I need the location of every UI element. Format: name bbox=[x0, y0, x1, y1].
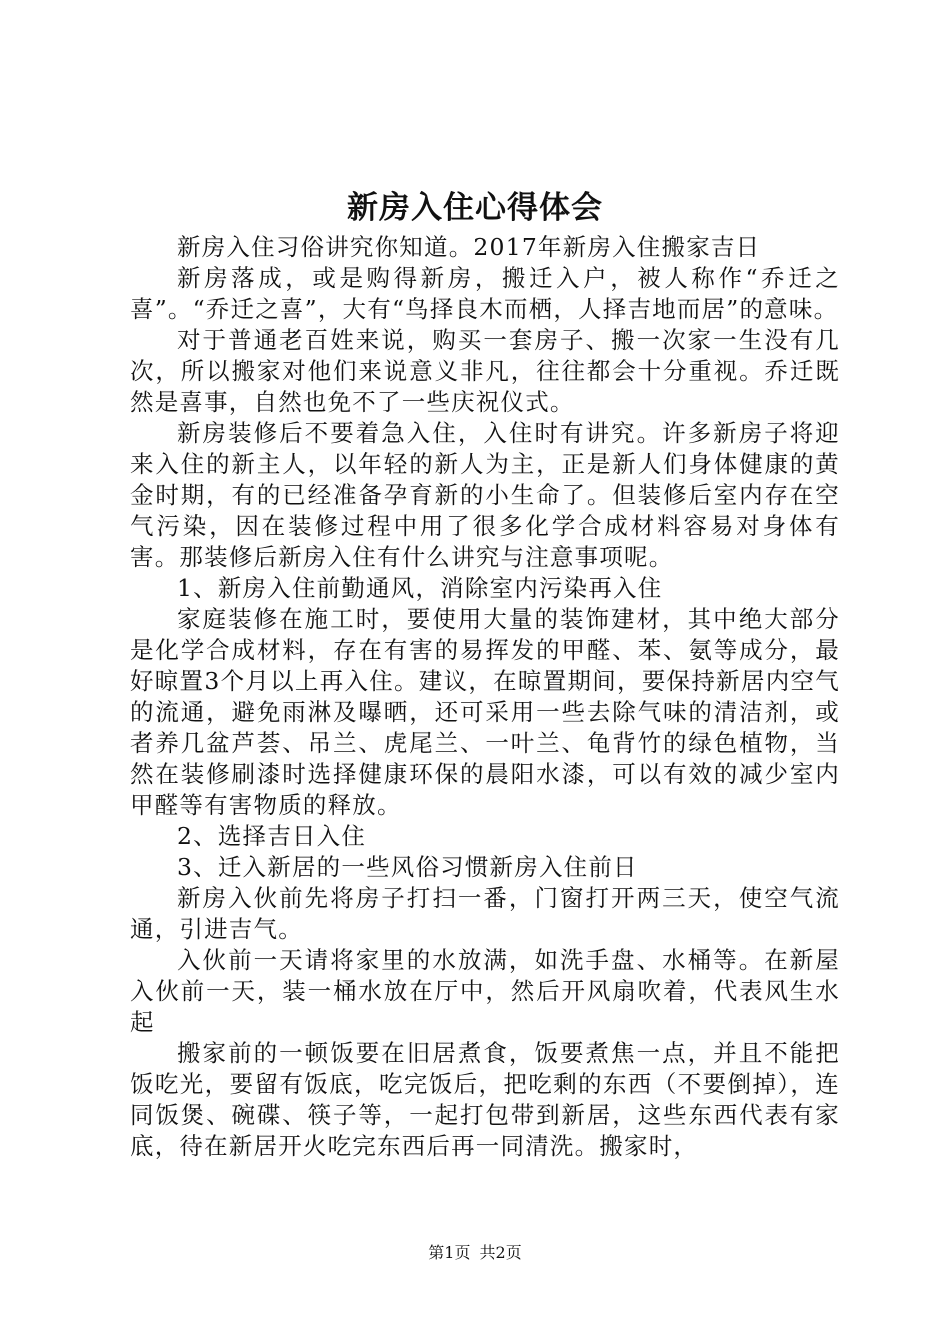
page-total: 共2页 bbox=[479, 1243, 522, 1262]
paragraph-ventilation: 家庭装修在施工时，要使用大量的装饰建材，其中绝大部分是化学合成材料，存在有害的易挥发的甲醛、苯、氨等成分，最好晾置3个月以上再入住。建议，在晾置期间，要保持新居内空气的流通，避免雨淋及曝晒，还可采用一些去除气味的清洁剂，或者养几盆芦荟、吊兰、虎尾兰、一叶兰、龟背竹的绿色植物，当然在装修刷漆时选择健康环保的晨阳水漆，可以有效的减少室内甲醛等有害物质的释放。 bbox=[130, 605, 840, 819]
page-footer bbox=[0, 1242, 950, 1264]
paragraph-qiaoqian: 新房落成，或是购得新房，搬迁入户，被人称作“乔迁之喜”。“乔迁之喜”，大有“鸟择良木而栖，人择吉地而居”的意味。 bbox=[130, 264, 840, 323]
document-body bbox=[130, 232, 840, 1162]
page-number: 第1页 bbox=[428, 1243, 471, 1262]
section-heading-ventilation: 1、新房入住前勤通风，消除室内污染再入住 bbox=[177, 574, 663, 602]
paragraph-renovation: 新房装修后不要着急入住，入住时有讲究。许多新房子将迎来入住的新主人，以年轻的新人为主，正是新人们身体健康的黄金时期，有的已经准备孕育新的小生命了。但装修后室内存在空气污染，因在装修过程中用了很多化学合成材料容易对身体有害。那装修后新房入住有什么讲究与注意事项呢。 bbox=[130, 419, 840, 571]
section-heading-customs: 3、迁入新居的一些风俗习惯新房入住前日 bbox=[177, 853, 638, 881]
paragraph-importance: 对于普通老百姓来说，购买一套房子、搬一次家一生没有几次，所以搬家对他们来说意义非凡，往往都会十分重视。乔迁既然是喜事，自然也免不了一些庆祝仪式。 bbox=[130, 326, 840, 416]
paragraph-cleaning: 新房入伙前先将房子打扫一番，门窗打开两三天，使空气流通，引进吉气。 bbox=[130, 884, 840, 943]
paragraph-intro: 新房入住习俗讲究你知道。2017年新房入住搬家吉日 bbox=[177, 233, 761, 261]
paragraph-meal: 搬家前的一顿饭要在旧居煮食，饭要煮焦一点，并且不能把饭吃光，要留有饭底，吃完饭后，把吃剩的东西（不要倒掉），连同饭煲、碗碟、筷子等，一起打包带到新居，这些东西代表有家底，待在新居开火吃完东西后再一同清洗。搬家时， bbox=[130, 1039, 840, 1160]
paragraph-water: 入伙前一天请将家里的水放满，如洗手盘、水桶等。在新屋入伙前一天，装一桶水放在厅中，然后开风扇吹着，代表风生水起 bbox=[130, 946, 840, 1036]
section-heading-auspicious-day: 2、选择吉日入住 bbox=[177, 822, 367, 850]
document-title: 新房入住心得体会 bbox=[347, 190, 603, 226]
